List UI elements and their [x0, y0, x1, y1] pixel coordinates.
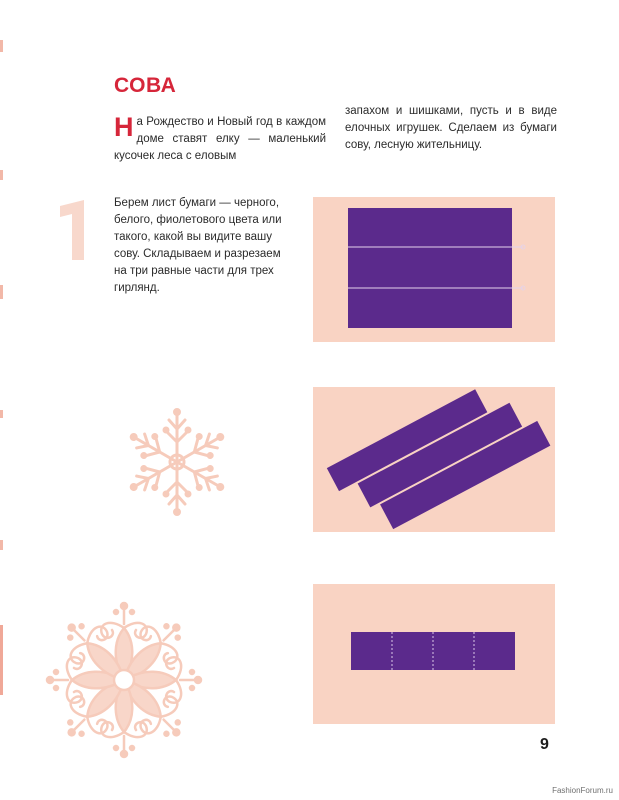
snowflake-icon: [122, 407, 232, 517]
edge-mark: [0, 540, 3, 550]
purple-paper-sheet: [348, 208, 512, 328]
dropcap: Н: [114, 112, 134, 142]
watermark: FashionForum.ru: [552, 786, 613, 795]
step-1-text: Берем лист бумаги — черного, белого, фиолетового цвета или такого, какой вы видите вашу сову. Складываем и разрезаем на три равные части для трех гирлянд.: [114, 197, 282, 294]
intro-left-text: а Рождество и Новый год в каждом доме ставят елку — маленький кусочек леса с еловым: [114, 116, 326, 162]
edge-mark: [0, 410, 3, 418]
illustration-panel-dashed: [313, 584, 555, 724]
edge-mark: [0, 285, 3, 299]
illustration-panel-strips: [313, 387, 555, 532]
page-number: 9: [540, 736, 549, 753]
page-title: СОВА: [114, 74, 177, 97]
step-number-icon: [54, 200, 92, 260]
intro-right-column: запахом и шишками, пусть и в виде елочных игрушек. Сделаем из бумаги сову, лесную жительницу.: [345, 105, 557, 151]
edge-mark: [0, 40, 3, 52]
edge-mark: [0, 625, 3, 695]
intro-left-column: [114, 114, 326, 165]
edge-mark: [0, 170, 3, 180]
ornamental-snowflake-icon: [44, 600, 204, 760]
illustration-panel-fold: [313, 197, 555, 342]
